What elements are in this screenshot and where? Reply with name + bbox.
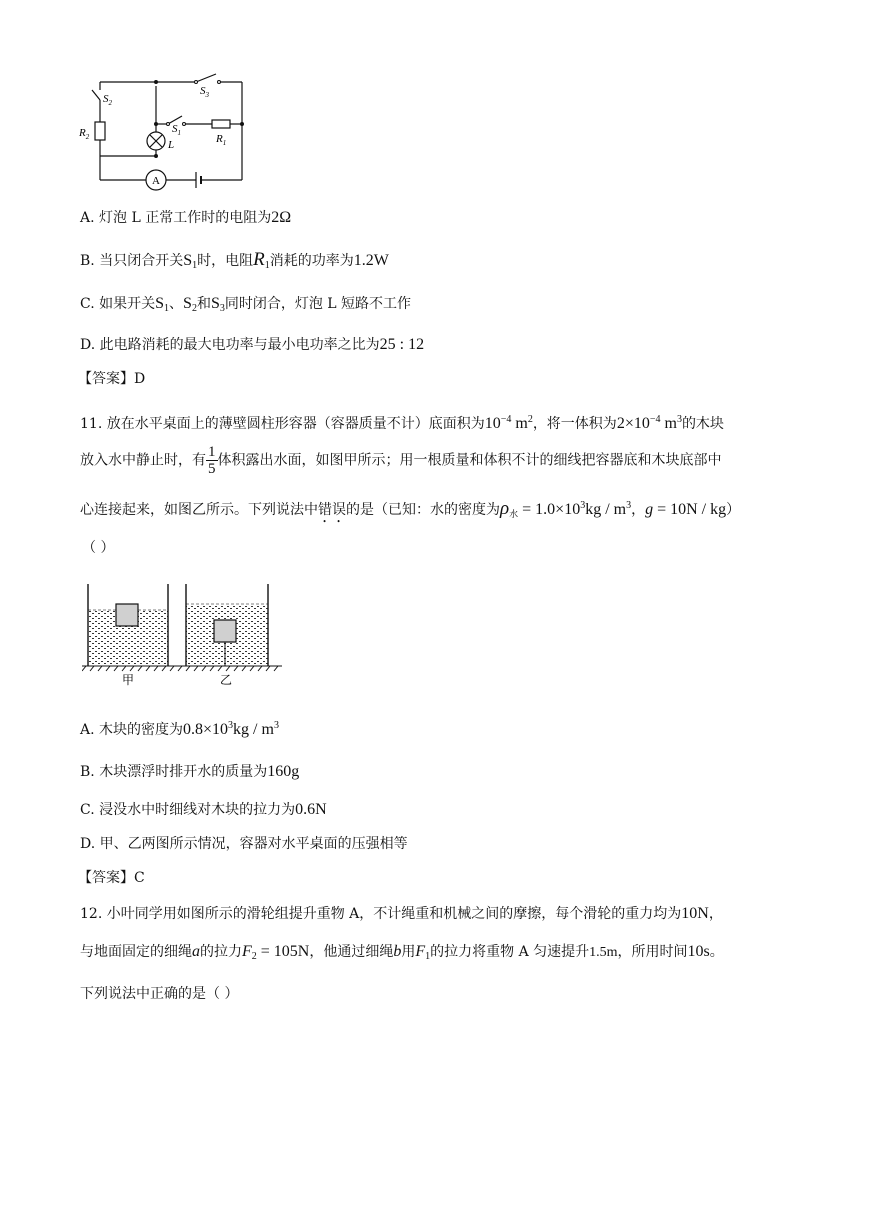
q10-option-a: A. 灯泡 L 正常工作时的电阻为2Ω xyxy=(80,209,292,226)
q11-option-c: C. 浸没水中时细线对木块的拉力为0.6N xyxy=(80,801,327,818)
q11-option-b: B. 木块漂浮时排开水的质量为160g xyxy=(80,763,300,780)
figure-label-yi: 乙 xyxy=(220,673,233,686)
circuit-label-r1: $R_1$ xyxy=(216,133,227,147)
figure-label-jia: 甲 xyxy=(122,673,135,686)
circuit-label-r2: $R_2$ xyxy=(79,127,90,141)
q10-option-c: C. 如果开关$S_1$、$S_2$和$S_3$同时闭合，灯泡 L 短路不工作 xyxy=(80,295,412,314)
q11-stem-line2: 放入水中静止时，有 $\frac{1}{5}$ 体积露出水面，如图甲所示；用一根质量和体积不计的细线把容器底和木块底部中 xyxy=(80,444,722,477)
circuit-label-s2: $S_2$ xyxy=(103,93,112,107)
q11-stem-line1: 11. 放在水平桌面上的薄壁圆柱形容器（容器质量不计）底面积为$10^{-4}$ $m^2$，将一体积为$2\times 10^{-4}$ $m^3$的木块 xyxy=(80,414,724,432)
circuit-label-ammeter: A xyxy=(152,175,160,187)
emphasized-word: 错误 xyxy=(318,502,346,518)
q12-stem-line2: 与地面固定的细绳a的拉力$F_2 = 105N$，他通过细绳b用$F_1$的拉力将重物 A 匀速提升1.5m，所用时间10s。 xyxy=(80,943,724,962)
wood-block-yi xyxy=(214,620,236,642)
q10-answer: 【答案】D xyxy=(78,371,146,387)
ground-hatch xyxy=(82,666,278,671)
circuit-label-s3: $S_3$ xyxy=(200,85,209,99)
q11-answer-blank: （ ） xyxy=(82,540,115,556)
q11-answer: 【答案】C xyxy=(78,870,145,886)
q12-stem-line1: 12. 小叶同学用如图所示的滑轮组提升重物 A，不计绳重和机械之间的摩擦，每个滑轮的重力均为10N， xyxy=(80,905,723,922)
q11-stem-line3: 心连接起来，如图乙所示。下列说法中错误的是（已知：水的密度为$\rho_水 = 1.0\times 10^3kg / m^3$，g = 10N / kg） xyxy=(80,498,741,520)
q11-option-d: D. 甲、乙两图所示情况，容器对水平桌面的压强相等 xyxy=(80,836,408,852)
beaker-figure xyxy=(82,580,282,686)
wood-block-jia xyxy=(116,604,138,626)
circuit-diagram xyxy=(76,72,256,192)
q12-stem-line3: 下列说法中正确的是（ ） xyxy=(80,986,239,1002)
q10-option-d: D. 此电路消耗的最大电功率与最小电功率之比为25 : 12 xyxy=(80,336,425,353)
q10-option-b: B. 当只闭合开关$S_1$时，电阻$R_1$消耗的功率为1.2W xyxy=(80,249,389,271)
circuit-label-lamp: L xyxy=(168,139,175,151)
circuit-label-s1: $S_1$ xyxy=(172,123,181,137)
fraction-one-fifth: $\frac{1}{5}$ xyxy=(208,444,216,477)
q11-option-a: A. 木块的密度为$0.8\times 10^3kg / m^3$ xyxy=(80,720,279,738)
